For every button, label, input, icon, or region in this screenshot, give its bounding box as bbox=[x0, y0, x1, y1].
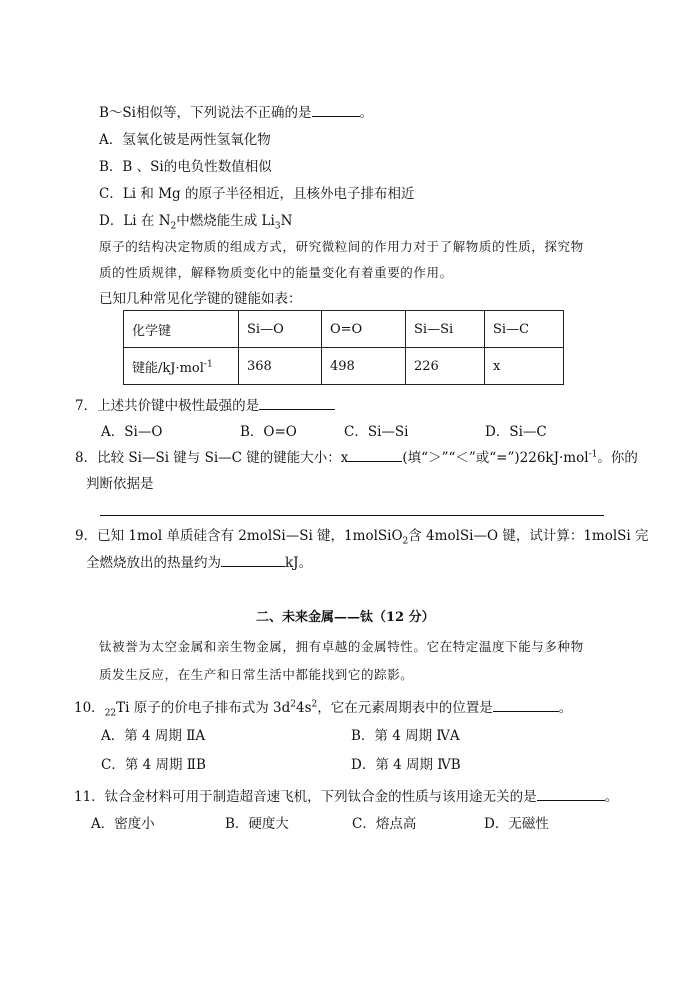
table-row-label bbox=[124, 348, 239, 385]
q7-option-d: D．Si—C bbox=[485, 424, 547, 440]
table-row bbox=[124, 348, 564, 385]
q10-stem-end: 。 bbox=[558, 700, 573, 716]
answer-blank[interactable] bbox=[221, 552, 285, 567]
opt-d-text: 中燃烧能生成 Li bbox=[176, 213, 275, 229]
q8-answer-line[interactable] bbox=[100, 515, 604, 516]
answer-blank[interactable] bbox=[259, 395, 335, 410]
table-header-cell: Si—C bbox=[485, 311, 564, 348]
table-header-cell: Si—Si bbox=[406, 311, 485, 348]
q7-stem bbox=[75, 395, 335, 416]
q9-stem bbox=[75, 526, 649, 546]
q11-option-c: C．熔点高 bbox=[352, 816, 417, 832]
q10-option-b: B．第 4 周期 ⅣA bbox=[351, 728, 460, 744]
superscript: -1 bbox=[588, 449, 598, 460]
q8-reason-label: 判断依据是 bbox=[86, 476, 154, 492]
q10-number: 10． bbox=[74, 700, 105, 716]
q11-stem-end: 。 bbox=[604, 789, 619, 805]
subscript: 2 bbox=[402, 536, 409, 547]
q8-stem-text: 8．比较 Si—Si 键与 Si—C 键的键能大小：x bbox=[75, 450, 349, 466]
superscript: -1 bbox=[203, 359, 213, 370]
q7-stem-text: 7．上述共价键中极性最强的是 bbox=[75, 398, 260, 414]
section-title: 二、未来金属——钛（12 分） bbox=[256, 610, 435, 625]
q11-option-b: B．硬度大 bbox=[225, 816, 289, 832]
q10-stem-text: 4s bbox=[296, 700, 312, 716]
q-intro-option-c: C．Li 和 Mg 的原子半径相近，且核外电子排布相近 bbox=[99, 186, 415, 202]
q11-option-d: D．无磁性 bbox=[484, 816, 549, 832]
q9-stem-text: 含 4molSi—O 键，试计算：1molSi 完 bbox=[408, 528, 649, 544]
subscript: 3 bbox=[274, 221, 281, 232]
passage1-line2: 质的性质规律，解释物质变化中的能量变化有着重要的作用。 bbox=[99, 265, 453, 280]
q10-stem-text: ，它在元素周期表中的位置是 bbox=[317, 700, 493, 716]
q-intro-option-d bbox=[99, 211, 292, 231]
q11-option-a: A．密度小 bbox=[91, 816, 155, 832]
q9-line2-text: 全燃烧放出的热量约为 bbox=[86, 555, 221, 571]
q8-stem-text: (填“＞”“＜”或“=”)226kJ·mol bbox=[402, 450, 589, 466]
subscript: 22 bbox=[104, 708, 117, 719]
answer-blank[interactable] bbox=[348, 447, 402, 462]
table-header-cell: Si—O bbox=[239, 311, 322, 348]
q9-line2 bbox=[86, 552, 312, 573]
q8-stem-text: 。你的 bbox=[597, 450, 638, 466]
q7-option-c: C．Si—Si bbox=[344, 424, 409, 440]
superscript: 2 bbox=[311, 699, 318, 710]
table-intro: 已知几种常见化学键的键能如表： bbox=[99, 291, 302, 307]
table-cell: 368 bbox=[239, 348, 322, 385]
q10-stem-text: Ti 原子的价电子排布式为 3d bbox=[116, 700, 291, 716]
q-intro-option-a: A．氢氧化铍是两性氢氧化物 bbox=[99, 132, 271, 148]
q-intro-stem bbox=[99, 102, 373, 123]
table-header-row bbox=[124, 311, 564, 348]
passage1-line1: 原子的结构决定物质的组成方式，研究微粒间的作用力对于了解物质的性质，探究物 bbox=[99, 239, 584, 254]
q7-option-b: B．O=O bbox=[240, 424, 297, 440]
subscript: 2 bbox=[170, 221, 177, 232]
q-intro-option-b: B．B 、Si的电负性数值相似 bbox=[99, 159, 272, 175]
answer-blank[interactable] bbox=[493, 697, 559, 712]
q8-stem bbox=[75, 447, 638, 468]
opt-d-text: D．Li 在 N bbox=[99, 213, 171, 229]
q10-option-c: C．第 4 周期 ⅡB bbox=[101, 757, 206, 773]
table-header-cell: O=O bbox=[322, 311, 406, 348]
section-intro-line2: 质发生反应，在生产和日常生活中都能找到它的踪影。 bbox=[99, 667, 414, 682]
q9-stem-text: 9．已知 1mol 单质硅含有 2molSi—Si 键，1molSiO bbox=[75, 528, 403, 544]
q10-option-d: D．第 4 周期 ⅣB bbox=[351, 757, 461, 773]
q11-stem bbox=[74, 786, 618, 807]
q7-option-a: A．Si—O bbox=[101, 424, 163, 440]
q10-stem bbox=[74, 697, 572, 718]
table-header-cell: 化学键 bbox=[124, 311, 239, 348]
bond-energy-table bbox=[123, 310, 564, 385]
table-cell: x bbox=[485, 348, 564, 385]
answer-blank[interactable] bbox=[537, 786, 605, 801]
q11-stem-text: 11．钛合金材料可用于制造超音速飞机，下列钛合金的性质与该用途无关的是 bbox=[74, 789, 537, 805]
q-intro-stem-end: 。 bbox=[359, 105, 373, 121]
q-intro-stem-text: B～Si相似等，下列说法不正确的是 bbox=[99, 105, 312, 121]
table-cell: 498 bbox=[322, 348, 406, 385]
q9-line2-text: kJ。 bbox=[285, 555, 313, 571]
table-cell: 226 bbox=[406, 348, 485, 385]
superscript: 2 bbox=[290, 699, 297, 710]
q10-option-a: A．第 4 周期 ⅡA bbox=[101, 728, 206, 744]
section-intro-line1: 钛被誉为太空金属和亲生物金属，拥有卓越的金属特性。它在特定温度下能与多种物 bbox=[99, 639, 584, 654]
row-label-text: 键能/kJ·mol bbox=[132, 360, 204, 376]
answer-blank[interactable] bbox=[312, 102, 360, 117]
opt-d-text: N bbox=[280, 213, 293, 229]
